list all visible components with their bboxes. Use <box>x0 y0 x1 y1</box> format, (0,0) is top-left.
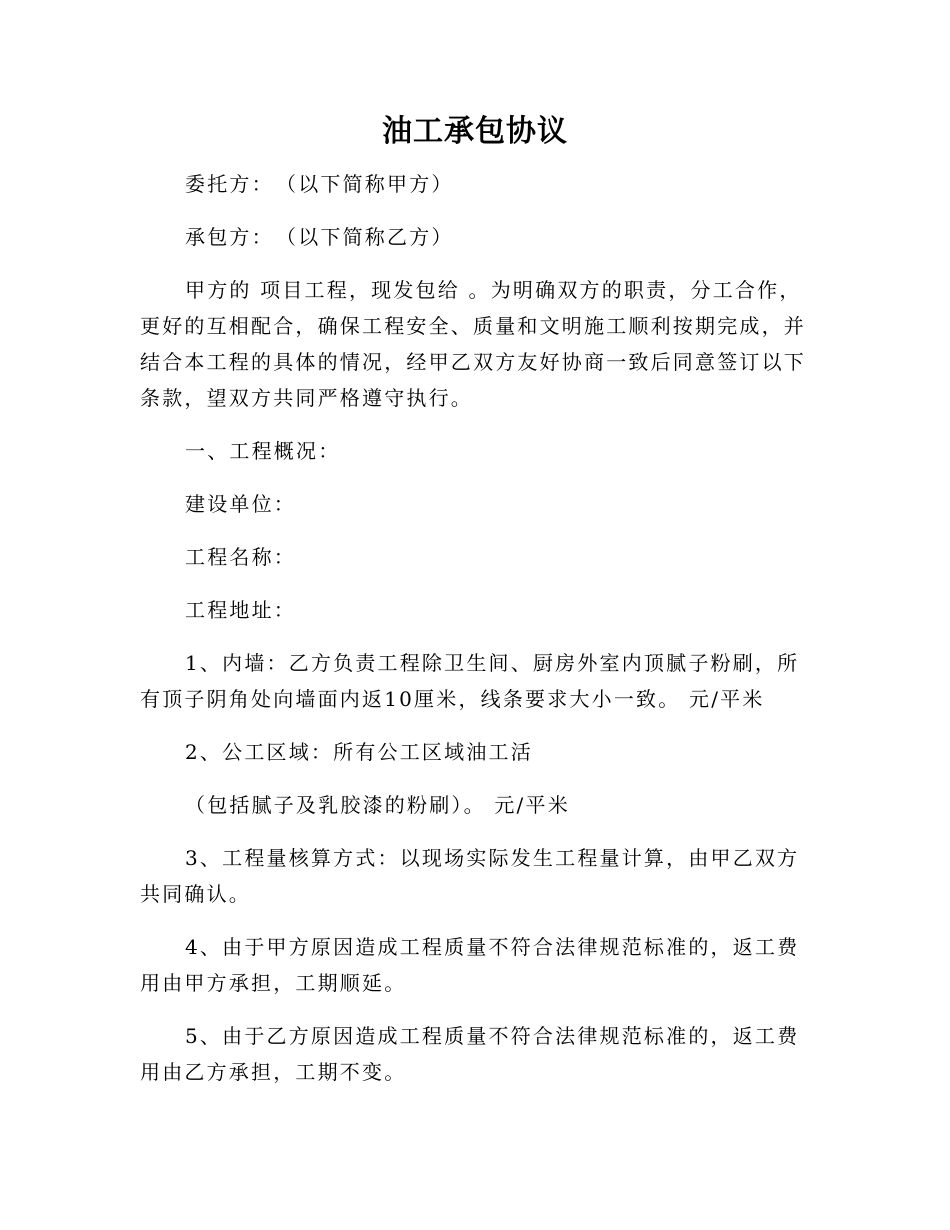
paragraph-construction-unit: 建设单位： <box>185 492 296 516</box>
paragraph-item-5: 5、由于乙方原因造成工程质量不符合法律规范标准的，返工费用由乙方承担，工期不变。 <box>140 1024 800 1084</box>
paragraph-intro: 甲方的 项目工程，现发包给 。为明确双方的职责，分工合作，更好的互相配合，确保工程安全、质量和文明施工顺利按期完成，并结合本工程的具体的情况，经甲乙双方友好协商一致后同意签订以下条款，望双方共同严格遵守执行。 <box>140 278 806 410</box>
paragraph-contractor: 承包方： （以下简称乙方） <box>185 225 454 249</box>
paragraph-item-2-detail: （包括腻子及乳胶漆的粉刷）。 元/平米 <box>185 793 570 817</box>
paragraph-project-address: 工程地址： <box>185 598 296 622</box>
paragraph-client: 委托方： （以下简称甲方） <box>185 172 454 196</box>
paragraph-project-name: 工程名称： <box>185 545 296 569</box>
document-body <box>140 166 810 1107</box>
document-title: 油工承包协议 <box>382 114 568 149</box>
paragraph-item-4: 4、由于甲方原因造成工程质量不符合法律规范标准的，返工费用由甲方承担，工期顺延。 <box>140 935 800 995</box>
paragraph-section-heading: 一、工程概况： <box>185 439 341 463</box>
paragraph-item-1: 1、内墙：乙方负责工程除卫生间、厨房外室内顶腻子粉刷，所有顶子阴角处向墙面内返10厘米，线条要求大小一致。 元/平米 <box>140 651 800 711</box>
paragraph-item-3: 3、工程量核算方式：以现场实际发生工程量计算，由甲乙双方共同确认。 <box>140 846 800 906</box>
paragraph-item-2: 2、公工区域：所有公工区域油工活 <box>185 740 533 764</box>
